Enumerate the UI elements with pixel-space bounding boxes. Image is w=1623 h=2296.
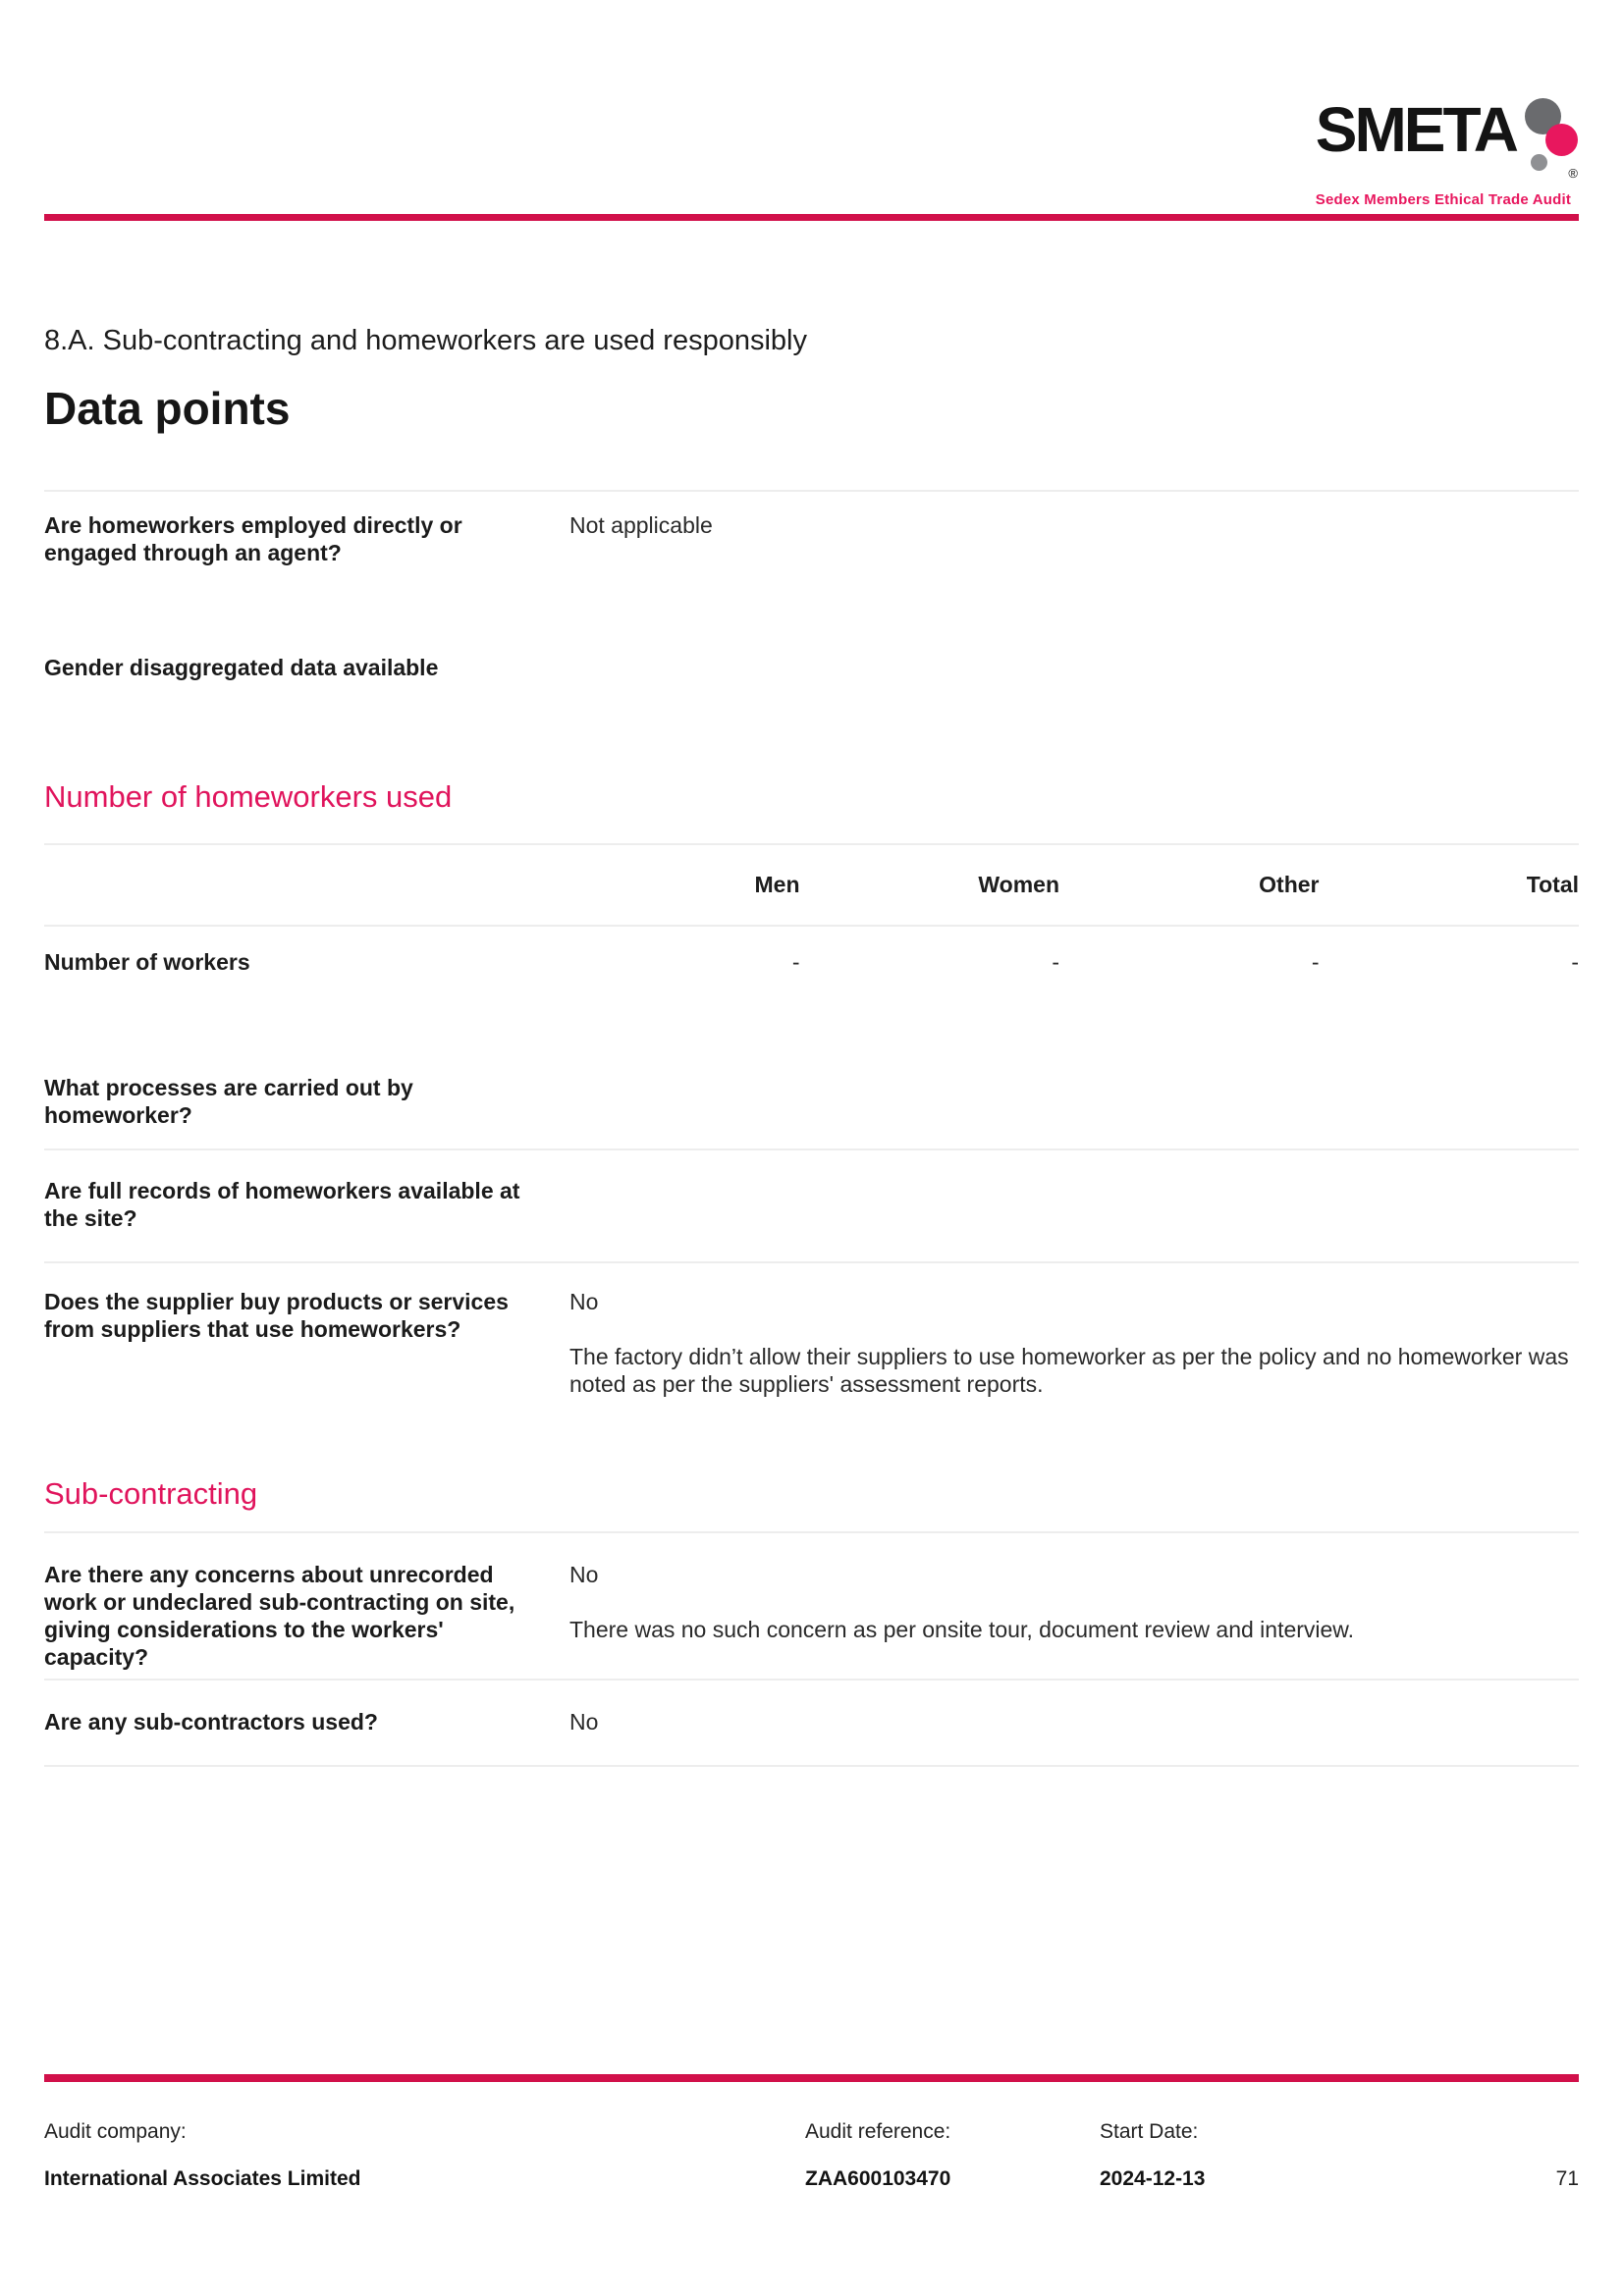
page-title: Data points <box>44 382 291 434</box>
footer-audit-company <box>44 2119 805 2192</box>
answer-supplier-buy-value: No <box>569 1288 599 1314</box>
cell-number-of-workers-other: - <box>1311 948 1320 975</box>
column-header-women: Women <box>978 871 1059 897</box>
smeta-tagline: Sedex Members Ethical Trade Audit <box>1315 191 1572 208</box>
column-header-other: Other <box>1259 871 1320 897</box>
question-subcontractors-used: Are any sub-contractors used? <box>44 1708 378 1735</box>
logo-dot-small-gray-icon <box>1531 154 1547 171</box>
audit-reference-value: ZAA600103470 <box>805 2167 951 2190</box>
main-content <box>44 221 1579 1767</box>
registered-trademark-symbol: ® <box>1568 166 1578 181</box>
heading-number-of-homeworkers: Number of homeworkers used <box>44 778 453 814</box>
smeta-wordmark: SMETA <box>1315 94 1516 165</box>
table-row-number-of-workers <box>44 925 1579 976</box>
answer-supplier-buy-comment: The factory didn’t allow their suppliers to use homeworker as per the policy and no homeworker was noted as per the suppliers' assessment reports. <box>569 1343 1569 1397</box>
question-gender-disaggregated: Gender disaggregated data available <box>44 654 439 680</box>
heading-sub-contracting: Sub-contracting <box>44 1475 258 1511</box>
row-label-number-of-workers: Number of workers <box>44 948 250 975</box>
question-supplier-buy: Does the supplier buy products or services from suppliers that use homeworkers? <box>44 1288 509 1342</box>
qa-row-homeworkers-employment <box>44 490 1579 654</box>
answer-full-records <box>569 1177 1579 1232</box>
smeta-logo-row <box>1315 94 1578 187</box>
smeta-logo <box>1315 94 1578 208</box>
footer-audit-reference <box>805 2119 1100 2192</box>
audit-reference-label: Audit reference: <box>805 2120 951 2143</box>
qa-row-full-records <box>44 1148 1579 1261</box>
footer-start-date <box>1100 2119 1556 2192</box>
start-date-value: 2024-12-13 <box>1100 2167 1206 2190</box>
column-header-total: Total <box>1526 871 1579 897</box>
qa-row-supplier-buy <box>44 1261 1579 1398</box>
smeta-logo-dots <box>1519 98 1578 187</box>
cell-number-of-workers-men: - <box>791 948 800 975</box>
answer-subcontractors-used: No <box>569 1708 599 1735</box>
qa-row-gender-disaggregated <box>44 654 1579 681</box>
question-homeworkers-employment: Are homeworkers employed directly or engaged through an agent? <box>44 511 462 565</box>
footer-divider-rule <box>44 2074 1579 2082</box>
question-full-records: Are full records of homeworkers available at the site? <box>44 1177 520 1231</box>
answer-gender-disaggregated <box>569 654 1579 681</box>
header-divider-rule <box>44 214 1579 221</box>
answer-homeworkers-employment: Not applicable <box>569 511 713 538</box>
homeworkers-table-header-spacer <box>44 871 540 898</box>
answer-concerns-comment: There was no such concern as per onsite tour, document review and interview. <box>569 1616 1355 1642</box>
answer-processes <box>569 1074 1579 1129</box>
section-title: 8.A. Sub-contracting and homeworkers are used responsibly <box>44 325 807 356</box>
qa-row-concerns <box>44 1531 1579 1679</box>
column-header-men: Men <box>754 871 800 897</box>
page-number: 71 <box>1555 2167 1579 2190</box>
homeworkers-table-header <box>44 843 1579 925</box>
answer-concerns <box>569 1561 1579 1671</box>
audit-company-value: International Associates Limited <box>44 2167 361 2190</box>
answer-supplier-buy <box>569 1288 1579 1398</box>
logo-dot-pink-icon <box>1545 124 1578 156</box>
qa-row-subcontractors-used <box>44 1679 1579 1767</box>
answer-concerns-value: No <box>569 1561 599 1587</box>
footer-columns <box>44 2082 1579 2192</box>
cell-number-of-workers-total: - <box>1571 948 1579 975</box>
question-concerns: Are there any concerns about unrecorded work or undeclared sub-contracting on site, giving considerations to the workers' capacity? <box>44 1561 515 1670</box>
start-date-label: Start Date: <box>1100 2120 1199 2143</box>
cell-number-of-workers-women: - <box>1052 948 1059 975</box>
qa-row-processes <box>44 1074 1579 1148</box>
question-processes: What processes are carried out by homeworker? <box>44 1074 413 1128</box>
page-footer <box>44 2074 1579 2192</box>
audit-company-label: Audit company: <box>44 2120 187 2143</box>
